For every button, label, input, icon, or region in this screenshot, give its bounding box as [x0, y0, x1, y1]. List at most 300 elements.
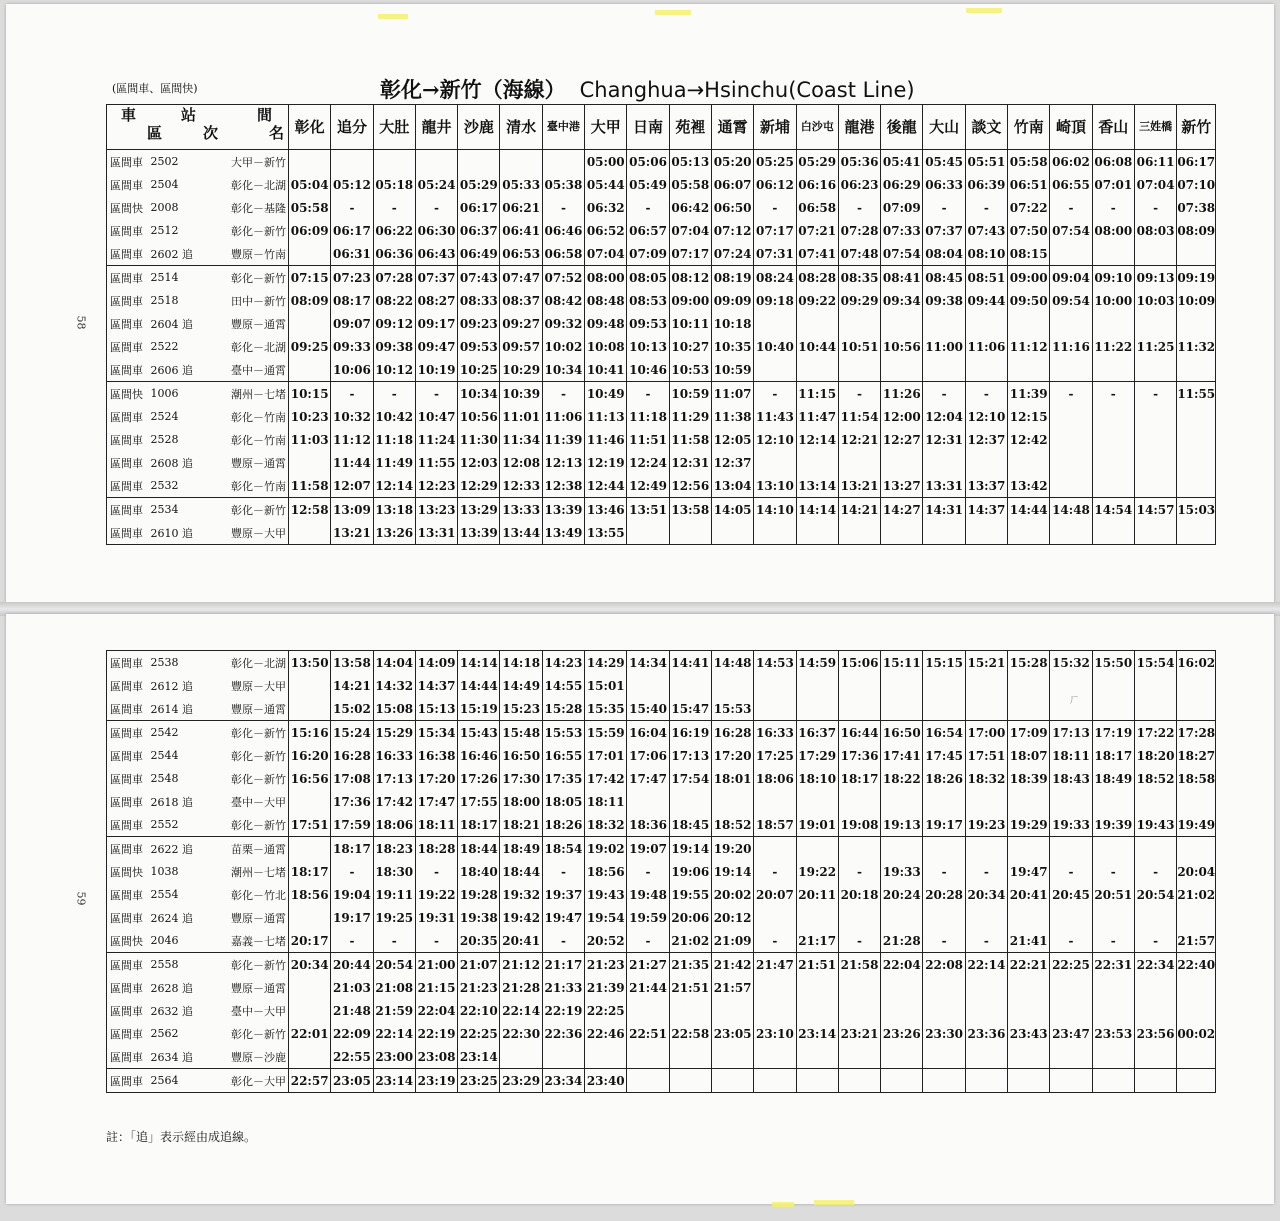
time-cell: 10:39: [500, 382, 542, 406]
time-cell: [838, 837, 880, 861]
time-cell: 08:00: [1092, 219, 1134, 242]
time-cell: 11:01: [500, 405, 542, 428]
row-group: [107, 837, 1216, 953]
time-cell: 10:35: [711, 335, 753, 358]
time-cell: 16:19: [669, 721, 711, 745]
time-cell: 10:59: [669, 382, 711, 406]
time-cell: 21:23: [585, 953, 627, 977]
time-cell: 21:08: [373, 976, 415, 999]
time-cell: 09:57: [500, 335, 542, 358]
station-header: 三姓橋: [1134, 105, 1176, 150]
time-cell: 20:51: [1092, 883, 1134, 906]
time-cell: 05:24: [415, 173, 457, 196]
train-type: 區間車: [107, 1045, 151, 1069]
time-cell: 05:25: [754, 150, 796, 174]
time-cell: 15:19: [458, 697, 500, 721]
time-cell: 20:02: [711, 883, 753, 906]
time-cell: 07:54: [881, 242, 923, 266]
time-cell: 12:21: [838, 428, 880, 451]
time-cell: 23:25: [458, 1069, 500, 1093]
time-cell: 18:54: [542, 837, 584, 861]
time-cell: [1092, 474, 1134, 498]
time-cell: [1050, 405, 1092, 428]
table-row: [107, 813, 1216, 837]
time-cell: [965, 451, 1007, 474]
time-cell: [881, 312, 923, 335]
time-cell: [289, 697, 331, 721]
time-cell: 14:53: [754, 651, 796, 675]
time-cell: 09:27: [500, 312, 542, 335]
time-cell: [1134, 474, 1176, 498]
time-cell: [289, 242, 331, 266]
time-cell: [1008, 358, 1050, 382]
row-group: [107, 382, 1216, 498]
time-cell: 19:54: [585, 906, 627, 929]
time-cell: 19:33: [1050, 813, 1092, 837]
time-cell: 19:22: [796, 860, 838, 883]
time-cell: 16:56: [289, 767, 331, 790]
time-cell: [923, 358, 965, 382]
pencil-mark: ㄏ: [1068, 692, 1081, 706]
time-cell: 21:35: [669, 953, 711, 977]
time-cell: 18:23: [373, 837, 415, 861]
time-cell: 05:58: [669, 173, 711, 196]
time-cell: -: [373, 196, 415, 219]
time-cell: 21:02: [669, 929, 711, 953]
train-number: 2612 追: [150, 679, 193, 693]
time-cell: 14:41: [669, 651, 711, 675]
station-header: 大山: [923, 105, 965, 150]
time-cell: 07:33: [881, 219, 923, 242]
station-header: 大甲: [585, 105, 627, 150]
time-cell: 11:06: [542, 405, 584, 428]
time-cell: [1092, 999, 1134, 1022]
time-cell: [1177, 697, 1216, 721]
station-header: 白沙屯: [796, 105, 838, 150]
time-cell: 14:54: [1092, 498, 1134, 522]
time-cell: [1177, 405, 1216, 428]
time-cell: 12:58: [289, 498, 331, 522]
time-cell: -: [838, 382, 880, 406]
timetable-bottom: [106, 650, 1216, 1093]
time-cell: 16:33: [373, 744, 415, 767]
title-chinese: 彰化→新竹（海線）: [380, 77, 566, 102]
time-cell: 10:29: [500, 358, 542, 382]
time-cell: [1177, 474, 1216, 498]
time-cell: 22:04: [881, 953, 923, 977]
time-cell: 15:28: [1008, 651, 1050, 675]
time-cell: 08:04: [923, 242, 965, 266]
time-cell: -: [965, 382, 1007, 406]
time-cell: [289, 976, 331, 999]
title-english: Changhua→Hsinchu(Coast Line): [579, 78, 915, 102]
time-cell: 15:48: [500, 721, 542, 745]
table-row: [107, 721, 1216, 745]
time-cell: 15:54: [1134, 651, 1176, 675]
train-route: 彰化－竹北: [203, 883, 289, 906]
time-cell: 18:58: [1177, 767, 1216, 790]
time-cell: 20:54: [1134, 883, 1176, 906]
time-cell: 08:05: [627, 266, 669, 290]
time-cell: 10:32: [331, 405, 373, 428]
time-cell: 17:41: [881, 744, 923, 767]
time-cell: [1134, 1045, 1176, 1069]
train-number: 2562: [150, 1027, 179, 1040]
time-cell: 21:42: [711, 953, 753, 977]
time-cell: [1177, 242, 1216, 266]
time-cell: [1134, 697, 1176, 721]
time-cell: 12:19: [585, 451, 627, 474]
time-cell: 06:17: [458, 196, 500, 219]
table-row: [107, 767, 1216, 790]
train-type: 區間車: [107, 428, 151, 451]
time-cell: 21:44: [627, 976, 669, 999]
time-cell: 14:29: [585, 651, 627, 675]
time-cell: -: [415, 196, 457, 219]
time-cell: 16:54: [923, 721, 965, 745]
time-cell: 17:47: [415, 790, 457, 813]
time-cell: [1050, 358, 1092, 382]
time-cell: 15:06: [838, 651, 880, 675]
time-cell: 06:08: [1092, 150, 1134, 174]
time-cell: 05:29: [458, 173, 500, 196]
time-cell: 10:03: [1134, 289, 1176, 312]
train-number: 2604 追: [150, 317, 193, 331]
time-cell: 11:51: [627, 428, 669, 451]
time-cell: 18:44: [500, 860, 542, 883]
time-cell: 15:35: [585, 697, 627, 721]
time-cell: 21:17: [796, 929, 838, 953]
corner-label: 站: [181, 106, 197, 124]
time-cell: 09:19: [1177, 266, 1216, 290]
time-cell: 16:28: [711, 721, 753, 745]
time-cell: 18:27: [1177, 744, 1216, 767]
train-type: 區間車: [107, 744, 151, 767]
train-type: 區間車: [107, 405, 151, 428]
time-cell: [1134, 837, 1176, 861]
table-row: [107, 405, 1216, 428]
time-cell: 09:12: [373, 312, 415, 335]
time-cell: 22:25: [585, 999, 627, 1022]
time-cell: 14:44: [1008, 498, 1050, 522]
time-cell: 08:37: [500, 289, 542, 312]
time-cell: 09:09: [711, 289, 753, 312]
time-cell: 17:35: [542, 767, 584, 790]
time-cell: 17:36: [331, 790, 373, 813]
table-header: [107, 105, 1216, 150]
time-cell: 05:20: [711, 150, 753, 174]
time-cell: [1134, 312, 1176, 335]
time-cell: 21:00: [415, 953, 457, 977]
table-row: [107, 498, 1216, 522]
time-cell: [500, 150, 542, 174]
time-cell: 23:10: [754, 1022, 796, 1045]
train-route: 臺中－大甲: [203, 790, 289, 813]
time-cell: 07:01: [1092, 173, 1134, 196]
time-cell: 09:25: [289, 335, 331, 358]
time-cell: 05:06: [627, 150, 669, 174]
tape-mark: [966, 8, 1002, 13]
station-header: 龍港: [838, 105, 880, 150]
time-cell: 11:16: [1050, 335, 1092, 358]
time-cell: 11:58: [669, 428, 711, 451]
train-type: 區間車: [107, 697, 151, 721]
time-cell: 06:29: [881, 173, 923, 196]
train-number: 2610 追: [150, 526, 193, 540]
train-route: 彰化－新竹: [203, 813, 289, 837]
time-cell: [542, 1045, 584, 1069]
time-cell: 13:29: [458, 498, 500, 522]
time-cell: 16:50: [881, 721, 923, 745]
time-cell: -: [923, 860, 965, 883]
time-cell: 17:13: [1050, 721, 1092, 745]
time-cell: [1092, 358, 1134, 382]
time-cell: 09:17: [415, 312, 457, 335]
time-cell: 15:40: [627, 697, 669, 721]
train-number: 2532: [150, 479, 179, 492]
time-cell: [669, 674, 711, 697]
time-cell: -: [754, 196, 796, 219]
train-type: 區間車: [107, 150, 151, 174]
table-row: [107, 358, 1216, 382]
time-cell: 07:43: [458, 266, 500, 290]
time-cell: 09:38: [923, 289, 965, 312]
time-cell: [796, 837, 838, 861]
train-number: 2634 追: [150, 1050, 193, 1064]
time-cell: 13:27: [881, 474, 923, 498]
time-cell: [627, 790, 669, 813]
time-cell: 21:51: [796, 953, 838, 977]
train-number: 2564: [150, 1074, 179, 1087]
time-cell: 19:08: [838, 813, 880, 837]
time-cell: 23:56: [1134, 1022, 1176, 1045]
time-cell: 13:37: [965, 474, 1007, 498]
time-cell: 11:32: [1177, 335, 1216, 358]
table-row: [107, 382, 1216, 406]
time-cell: 10:27: [669, 335, 711, 358]
train-route: 苗栗－通霄: [203, 837, 289, 861]
train-route: 彰化－竹南: [203, 474, 289, 498]
time-cell: 07:24: [711, 242, 753, 266]
time-cell: 06:23: [838, 173, 880, 196]
time-cell: 21:47: [754, 953, 796, 977]
train-type: 區間車: [107, 651, 151, 675]
time-cell: [796, 674, 838, 697]
time-cell: [1050, 976, 1092, 999]
time-cell: 18:20: [1134, 744, 1176, 767]
time-cell: [1050, 1069, 1092, 1093]
time-cell: -: [331, 860, 373, 883]
train-number: 2528: [150, 433, 179, 446]
time-cell: 19:28: [458, 883, 500, 906]
time-cell: [1008, 790, 1050, 813]
train-type: 區間快: [107, 196, 151, 219]
time-cell: 11:12: [331, 428, 373, 451]
time-cell: 18:26: [923, 767, 965, 790]
time-cell: 19:47: [542, 906, 584, 929]
train-number: 2534: [150, 503, 179, 516]
time-cell: 18:43: [1050, 767, 1092, 790]
time-cell: 17:01: [585, 744, 627, 767]
time-cell: 19:48: [627, 883, 669, 906]
time-cell: 20:06: [669, 906, 711, 929]
time-cell: 19:47: [1008, 860, 1050, 883]
time-cell: [965, 790, 1007, 813]
time-cell: [1008, 837, 1050, 861]
footnote: 註：「追」表示經由成追線。: [106, 1130, 257, 1144]
table-row: [107, 289, 1216, 312]
table-row: [107, 976, 1216, 999]
time-cell: 19:37: [542, 883, 584, 906]
time-cell: 18:56: [289, 883, 331, 906]
time-cell: [627, 1045, 669, 1069]
time-cell: 15:29: [373, 721, 415, 745]
train-type: 區間快: [107, 929, 151, 953]
time-cell: [1177, 358, 1216, 382]
time-cell: 22:19: [415, 1022, 457, 1045]
time-cell: 10:00: [1092, 289, 1134, 312]
time-cell: -: [1050, 196, 1092, 219]
time-cell: 20:07: [754, 883, 796, 906]
time-cell: 17:20: [415, 767, 457, 790]
train-route: 彰化－新竹: [203, 953, 289, 977]
time-cell: 22:01: [289, 1022, 331, 1045]
time-cell: 18:52: [711, 813, 753, 837]
time-cell: 12:15: [1008, 405, 1050, 428]
table-row: [107, 474, 1216, 498]
time-cell: 19:04: [331, 883, 373, 906]
train-type: 區間車: [107, 242, 151, 266]
time-cell: 06:49: [458, 242, 500, 266]
time-cell: 13:26: [373, 521, 415, 545]
time-cell: -: [627, 929, 669, 953]
time-cell: [1134, 428, 1176, 451]
train-number: 2628 追: [150, 981, 193, 995]
time-cell: 13:58: [669, 498, 711, 522]
time-cell: 19:43: [585, 883, 627, 906]
time-cell: 17:42: [585, 767, 627, 790]
train-type: 區間車: [107, 906, 151, 929]
time-cell: [1008, 697, 1050, 721]
time-cell: [1092, 976, 1134, 999]
time-cell: [1092, 906, 1134, 929]
train-type: 區間車: [107, 999, 151, 1022]
train-route: 潮州－七堵: [203, 382, 289, 406]
time-cell: 10:51: [838, 335, 880, 358]
time-cell: 11:49: [373, 451, 415, 474]
time-cell: 10:34: [542, 358, 584, 382]
time-cell: 20:44: [331, 953, 373, 977]
time-cell: [796, 451, 838, 474]
time-cell: [500, 1045, 542, 1069]
train-class-legend: (區間車、區間快): [112, 82, 198, 95]
time-cell: [669, 521, 711, 545]
time-cell: [669, 1045, 711, 1069]
time-cell: 21:02: [1177, 883, 1216, 906]
train-number: 2046: [150, 934, 179, 947]
time-cell: [923, 1045, 965, 1069]
time-cell: 21:41: [1008, 929, 1050, 953]
time-cell: 07:04: [1134, 173, 1176, 196]
table-row: [107, 242, 1216, 266]
time-cell: 23:40: [585, 1069, 627, 1093]
train-type: 區間車: [107, 521, 151, 545]
time-cell: 19:17: [331, 906, 373, 929]
time-cell: 10:56: [881, 335, 923, 358]
time-cell: 05:41: [881, 150, 923, 174]
time-cell: -: [1092, 196, 1134, 219]
time-cell: 08:51: [965, 266, 1007, 290]
train-number: 2558: [150, 958, 179, 971]
time-cell: 14:21: [331, 674, 373, 697]
time-cell: 11:34: [500, 428, 542, 451]
time-cell: 06:57: [627, 219, 669, 242]
time-cell: 08:10: [965, 242, 1007, 266]
train-type: 區間車: [107, 790, 151, 813]
time-cell: 10:46: [627, 358, 669, 382]
time-cell: [923, 999, 965, 1022]
time-cell: 22:19: [542, 999, 584, 1022]
time-cell: 10:11: [669, 312, 711, 335]
time-cell: [1008, 1069, 1050, 1093]
time-cell: [1177, 906, 1216, 929]
time-cell: 07:28: [838, 219, 880, 242]
time-cell: 10:06: [331, 358, 373, 382]
time-cell: 08:00: [585, 266, 627, 290]
time-cell: 14:48: [711, 651, 753, 675]
time-cell: [1050, 837, 1092, 861]
time-cell: 18:06: [754, 767, 796, 790]
time-cell: 07:10: [1177, 173, 1216, 196]
time-cell: [881, 906, 923, 929]
time-cell: -: [542, 382, 584, 406]
train-route: 嘉義－七堵: [203, 929, 289, 953]
time-cell: 11:06: [965, 335, 1007, 358]
time-cell: [881, 697, 923, 721]
train-route: 彰化－基隆: [203, 196, 289, 219]
time-cell: [881, 1045, 923, 1069]
time-cell: -: [923, 196, 965, 219]
time-cell: [881, 976, 923, 999]
train-number: 2538: [150, 656, 179, 669]
time-cell: 20:12: [711, 906, 753, 929]
time-cell: [1134, 906, 1176, 929]
train-number: 2624 追: [150, 911, 193, 925]
time-cell: [923, 451, 965, 474]
time-cell: [754, 906, 796, 929]
time-cell: 17:36: [838, 744, 880, 767]
time-cell: -: [1134, 929, 1176, 953]
train-route: 臺中－通霄: [203, 358, 289, 382]
time-cell: 14:48: [1050, 498, 1092, 522]
time-cell: [289, 451, 331, 474]
time-cell: 05:44: [585, 173, 627, 196]
time-cell: 18:07: [1008, 744, 1050, 767]
time-cell: 12:00: [881, 405, 923, 428]
time-cell: 18:32: [585, 813, 627, 837]
train-route: 豐原－通霄: [203, 312, 289, 335]
time-cell: 09:13: [1134, 266, 1176, 290]
time-cell: [542, 150, 584, 174]
table-row: [107, 312, 1216, 335]
time-cell: [1092, 790, 1134, 813]
time-cell: 07:41: [796, 242, 838, 266]
time-cell: 10:56: [458, 405, 500, 428]
time-cell: 15:34: [415, 721, 457, 745]
table-row: [107, 1069, 1216, 1093]
time-cell: 21:12: [500, 953, 542, 977]
time-cell: [1177, 312, 1216, 335]
